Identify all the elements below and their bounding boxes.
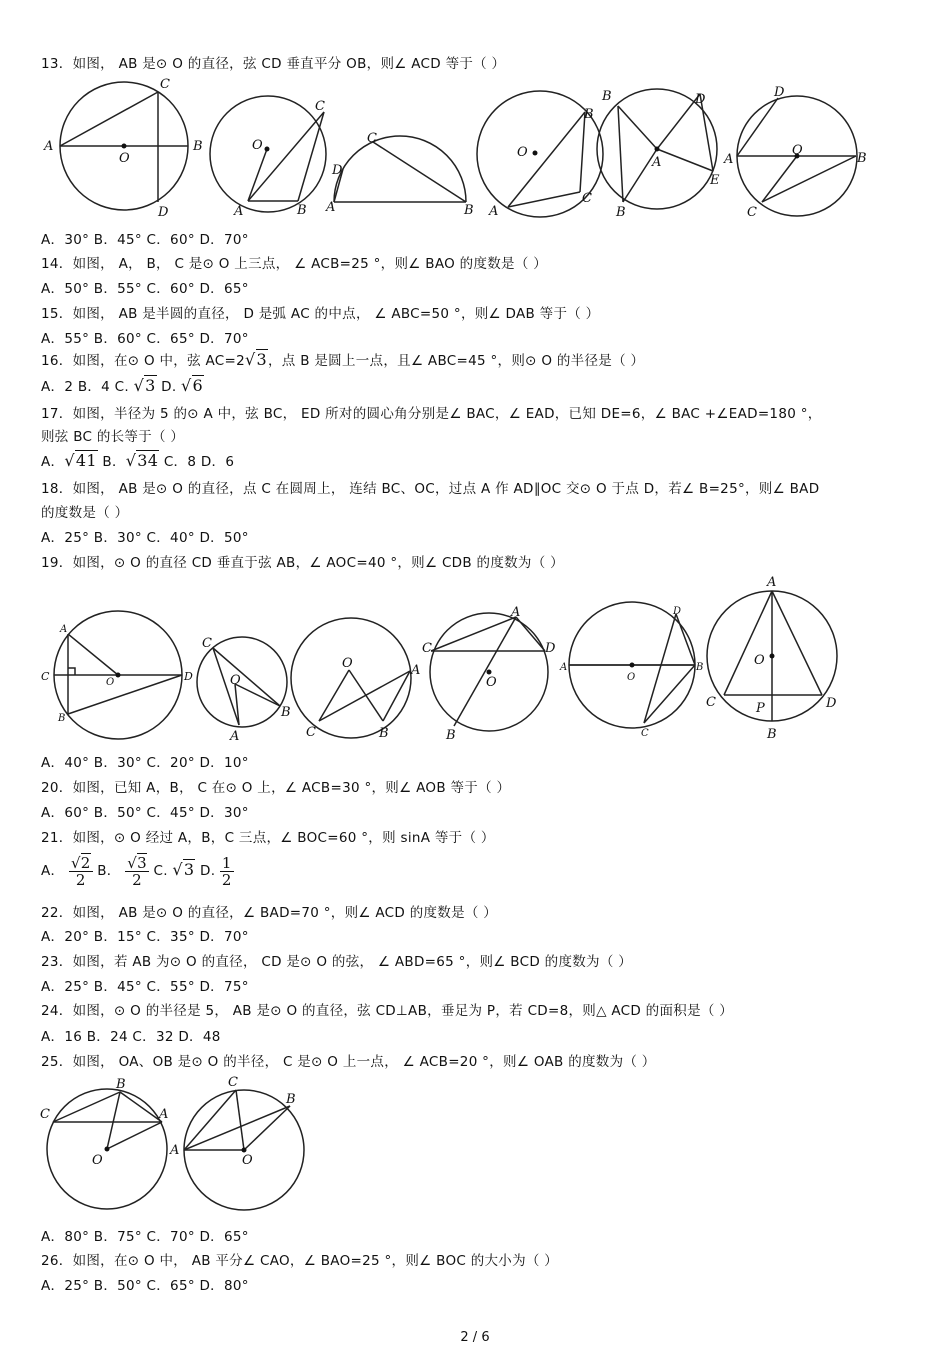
fig25-label-b: B [116, 1077, 126, 1092]
fig26-label-o: O [242, 1153, 253, 1168]
fig21-label-b: B [379, 726, 389, 741]
q16-options: A．2 B．4 C. √3 D. √6 [41, 376, 204, 395]
fraction-sqrt2-over-2: $\frac{√2}{2}$ [70, 853, 91, 889]
fig20-label-b: B [281, 705, 291, 720]
fig18-label-d: D [774, 85, 785, 100]
fig14-label-b: B [297, 203, 307, 218]
q19-options: A．40° B．30° C．20° D．10° [41, 755, 249, 771]
fig19-label-c: C [41, 670, 50, 683]
q15-options: A．55° B．60° C．65° D．70° [41, 331, 249, 347]
sqrt-3-choice: √3 [172, 860, 195, 879]
fig20-label-a: A [230, 729, 240, 744]
fig15-label-c: C [367, 131, 377, 146]
fig25-label-o: O [92, 1153, 103, 1168]
fig24-label-o: O [754, 653, 765, 668]
q14-options: A．50° B．55° C．60° D．65° [41, 281, 249, 297]
fig22-label-a: A [511, 605, 521, 620]
fig24-label-p: P [756, 701, 765, 716]
q18-stem-2: 的度数是（ ） [41, 505, 129, 521]
fig25-label-c: C [40, 1107, 50, 1122]
fig25-label-a: A [159, 1107, 169, 1122]
q13-stem: 13．如图， AB 是⊙ O 的直径，弦 CD 垂直平分 OB，则∠ ACD 等于（ ） [41, 56, 506, 72]
q21-stem: 21．如图，⊙ O 经过 A，B，C 三点，∠ BOC=60 °，则 sinA 等于（ ） [41, 830, 495, 846]
q24-stem: 24．如图，⊙ O 的半径是 5， AB 是⊙ O 的直径，弦 CD⊥AB，垂足为 P，若 CD=8，则△ ACD 的面积是（ ） [41, 1003, 734, 1019]
q23-stem: 23．如图，若 AB 为⊙ O 的直径， CD 是⊙ O 的弦， ∠ ABD=65 °，则∠ BCD 的度数为（ ） [41, 954, 633, 970]
fig17-label-a: A [652, 155, 662, 170]
fraction-sqrt3-over-2: $\frac{√3}{2}$ [127, 853, 147, 889]
fig13-label-c: C [160, 77, 170, 92]
fig15-label-d: D [332, 163, 343, 178]
fig18-label-c: C [747, 205, 757, 220]
fig21-label-a: A [411, 663, 421, 678]
fig16-label-c: C [582, 191, 592, 206]
fig19-label-o: O [106, 677, 115, 688]
fig26-label-c: C [228, 1075, 238, 1090]
q22-options: A．20° B．15° C．35° D．70° [41, 929, 249, 945]
fig21-label-o: O [342, 656, 353, 671]
fig15-label-b: B [464, 203, 474, 218]
sqrt-34: √34 [125, 451, 159, 470]
sqrt-6-option: √6 [181, 376, 204, 395]
fig17-label-b-top: B [602, 89, 612, 104]
q18-options: A．25° B．30° C．40° D．50° [41, 530, 249, 546]
sqrt-3-option: √3 [133, 376, 156, 395]
fig16-label-a: A [489, 204, 499, 219]
q26-stem: 26．如图，在⊙ O 中， AB 平分∠ CAO，∠ BAO=25 °，则∠ BOC 的大小为（ ） [41, 1253, 559, 1269]
fig16-label-o: O [517, 145, 528, 160]
fig14-label-c: C [315, 99, 325, 114]
figure-row-2 [36, 574, 856, 744]
fig17-label-b: B [616, 205, 626, 220]
fig13-label-o: O [119, 151, 130, 166]
fig24-label-b: B [767, 727, 777, 742]
sqrt-3: √3 [245, 350, 267, 369]
fig20-label-c: C [202, 636, 212, 651]
fig14-label-a: A [234, 204, 244, 219]
fig24-label-c: C [706, 695, 716, 710]
fig24-label-a: A [767, 575, 777, 590]
fig26-label-b: B [286, 1092, 296, 1107]
q26-options: A．25° B．50° C．65° D．80° [41, 1278, 249, 1294]
fraction-one-half: $\frac{1}{2}$ [221, 853, 232, 889]
q17-options: A．√41 B．√34 C．8 D．6 [41, 451, 235, 470]
figure-row-3 [36, 1070, 316, 1220]
fig23-label-c: C [641, 728, 649, 739]
fig22-label-b: B [446, 728, 456, 743]
fig17-label-e: E [710, 173, 720, 188]
fig18-label-b: B [857, 151, 867, 166]
q14-stem: 14．如图， A， B， C 是⊙ O 上三点， ∠ ACB=25 °，则∠ BAO 的度数是（ ） [41, 256, 548, 272]
fig19-label-b: B [58, 713, 66, 724]
q23-options: A．25° B．45° C．55° D．75° [41, 979, 249, 995]
q25-stem: 25．如图， OA、OB 是⊙ O 的半径， C 是⊙ O 上一点， ∠ ACB=20 °，则∠ OAB 的度数为（ ） [41, 1054, 656, 1070]
fig17-label-d: D [695, 92, 706, 107]
fig23-label-a: A [560, 662, 568, 673]
q16-stem: 16．如图，在⊙ O 中，弦 AC=2√3，点 B 是圆上一点，且∠ ABC=45 °，则⊙ O 的半径是（ ） [41, 350, 645, 369]
fig23-label-b: B [696, 662, 704, 673]
fig15-label-a: A [326, 200, 336, 215]
q21-options: A． $\frac{√2}{2}$ B． $\frac{√3}{2}$ C. √3 D. $\frac{1}{2}$ [41, 853, 232, 889]
q25-options: A．80° B．75° C．70° D．65° [41, 1229, 249, 1245]
fig13-label-d: D [158, 205, 169, 220]
q15-stem: 15．如图， AB 是半圆的直径， D 是弧 AC 的中点， ∠ ABC=50 °，则∠ DAB 等于（ ） [41, 306, 600, 322]
q19-stem: 19．如图，⊙ O 的直径 CD 垂直于弦 AB，∠ AOC=40 °，则∠ CDB 的度数为（ ） [41, 555, 564, 571]
q17-stem-2: 则弦 BC 的长等于（ ） [41, 429, 185, 445]
q13-options: A．30° B．45° C．60° D．70° [41, 232, 249, 248]
sqrt-41: √41 [64, 451, 97, 470]
fig26-label-a: A [170, 1143, 180, 1158]
q20-stem: 20．如图，已知 A，B， C 在⊙ O 上，∠ ACB=30 °，则∠ AOB 等于（ ） [41, 780, 511, 796]
fig13-label-b: B [193, 139, 203, 154]
fig18-label-a: A [724, 152, 734, 167]
fig23-label-o: O [627, 672, 636, 683]
q20-options: A．60° B．50° C．45° D．30° [41, 805, 249, 821]
fig20-label-o: O [230, 673, 241, 688]
fig16-label-b: B [584, 107, 594, 122]
fig13-label-a: A [44, 139, 54, 154]
q24-options: A．16 B．24 C．32 D．48 [41, 1029, 221, 1045]
fig19-label-d: D [184, 670, 193, 683]
q17-stem-1: 17．如图，半径为 5 的⊙ A 中，弦 BC， ED 所对的圆心角分别是∠ BAC，∠ EAD，已知 DE=6，∠ BAC +∠EAD=180 °， [41, 406, 822, 422]
fig21-label-c: C [306, 725, 316, 740]
figure-row-1 [40, 74, 880, 222]
fig23-label-d: D [673, 606, 682, 617]
fig24-label-d: D [826, 696, 837, 711]
q18-stem-1: 18．如图， AB 是⊙ O 的直径，点 C 在圆周上， 连结 BC、OC，过点 A 作 AD∥OC 交⊙ O 于点 D，若∠ B=25°，则∠ BAD [41, 481, 820, 497]
fig22-label-c: C [422, 641, 432, 656]
fig22-label-o: O [486, 675, 497, 690]
fig19-label-a: A [60, 624, 68, 635]
fig22-label-d: D [545, 641, 556, 656]
page-number: 2 / 6 [460, 1330, 490, 1345]
fig14-label-o: O [252, 138, 263, 153]
fig18-label-o: O [792, 143, 803, 158]
q22-stem: 22．如图， AB 是⊙ O 的直径，∠ BAD=70 °，则∠ ACD 的度数是（ ） [41, 905, 498, 921]
